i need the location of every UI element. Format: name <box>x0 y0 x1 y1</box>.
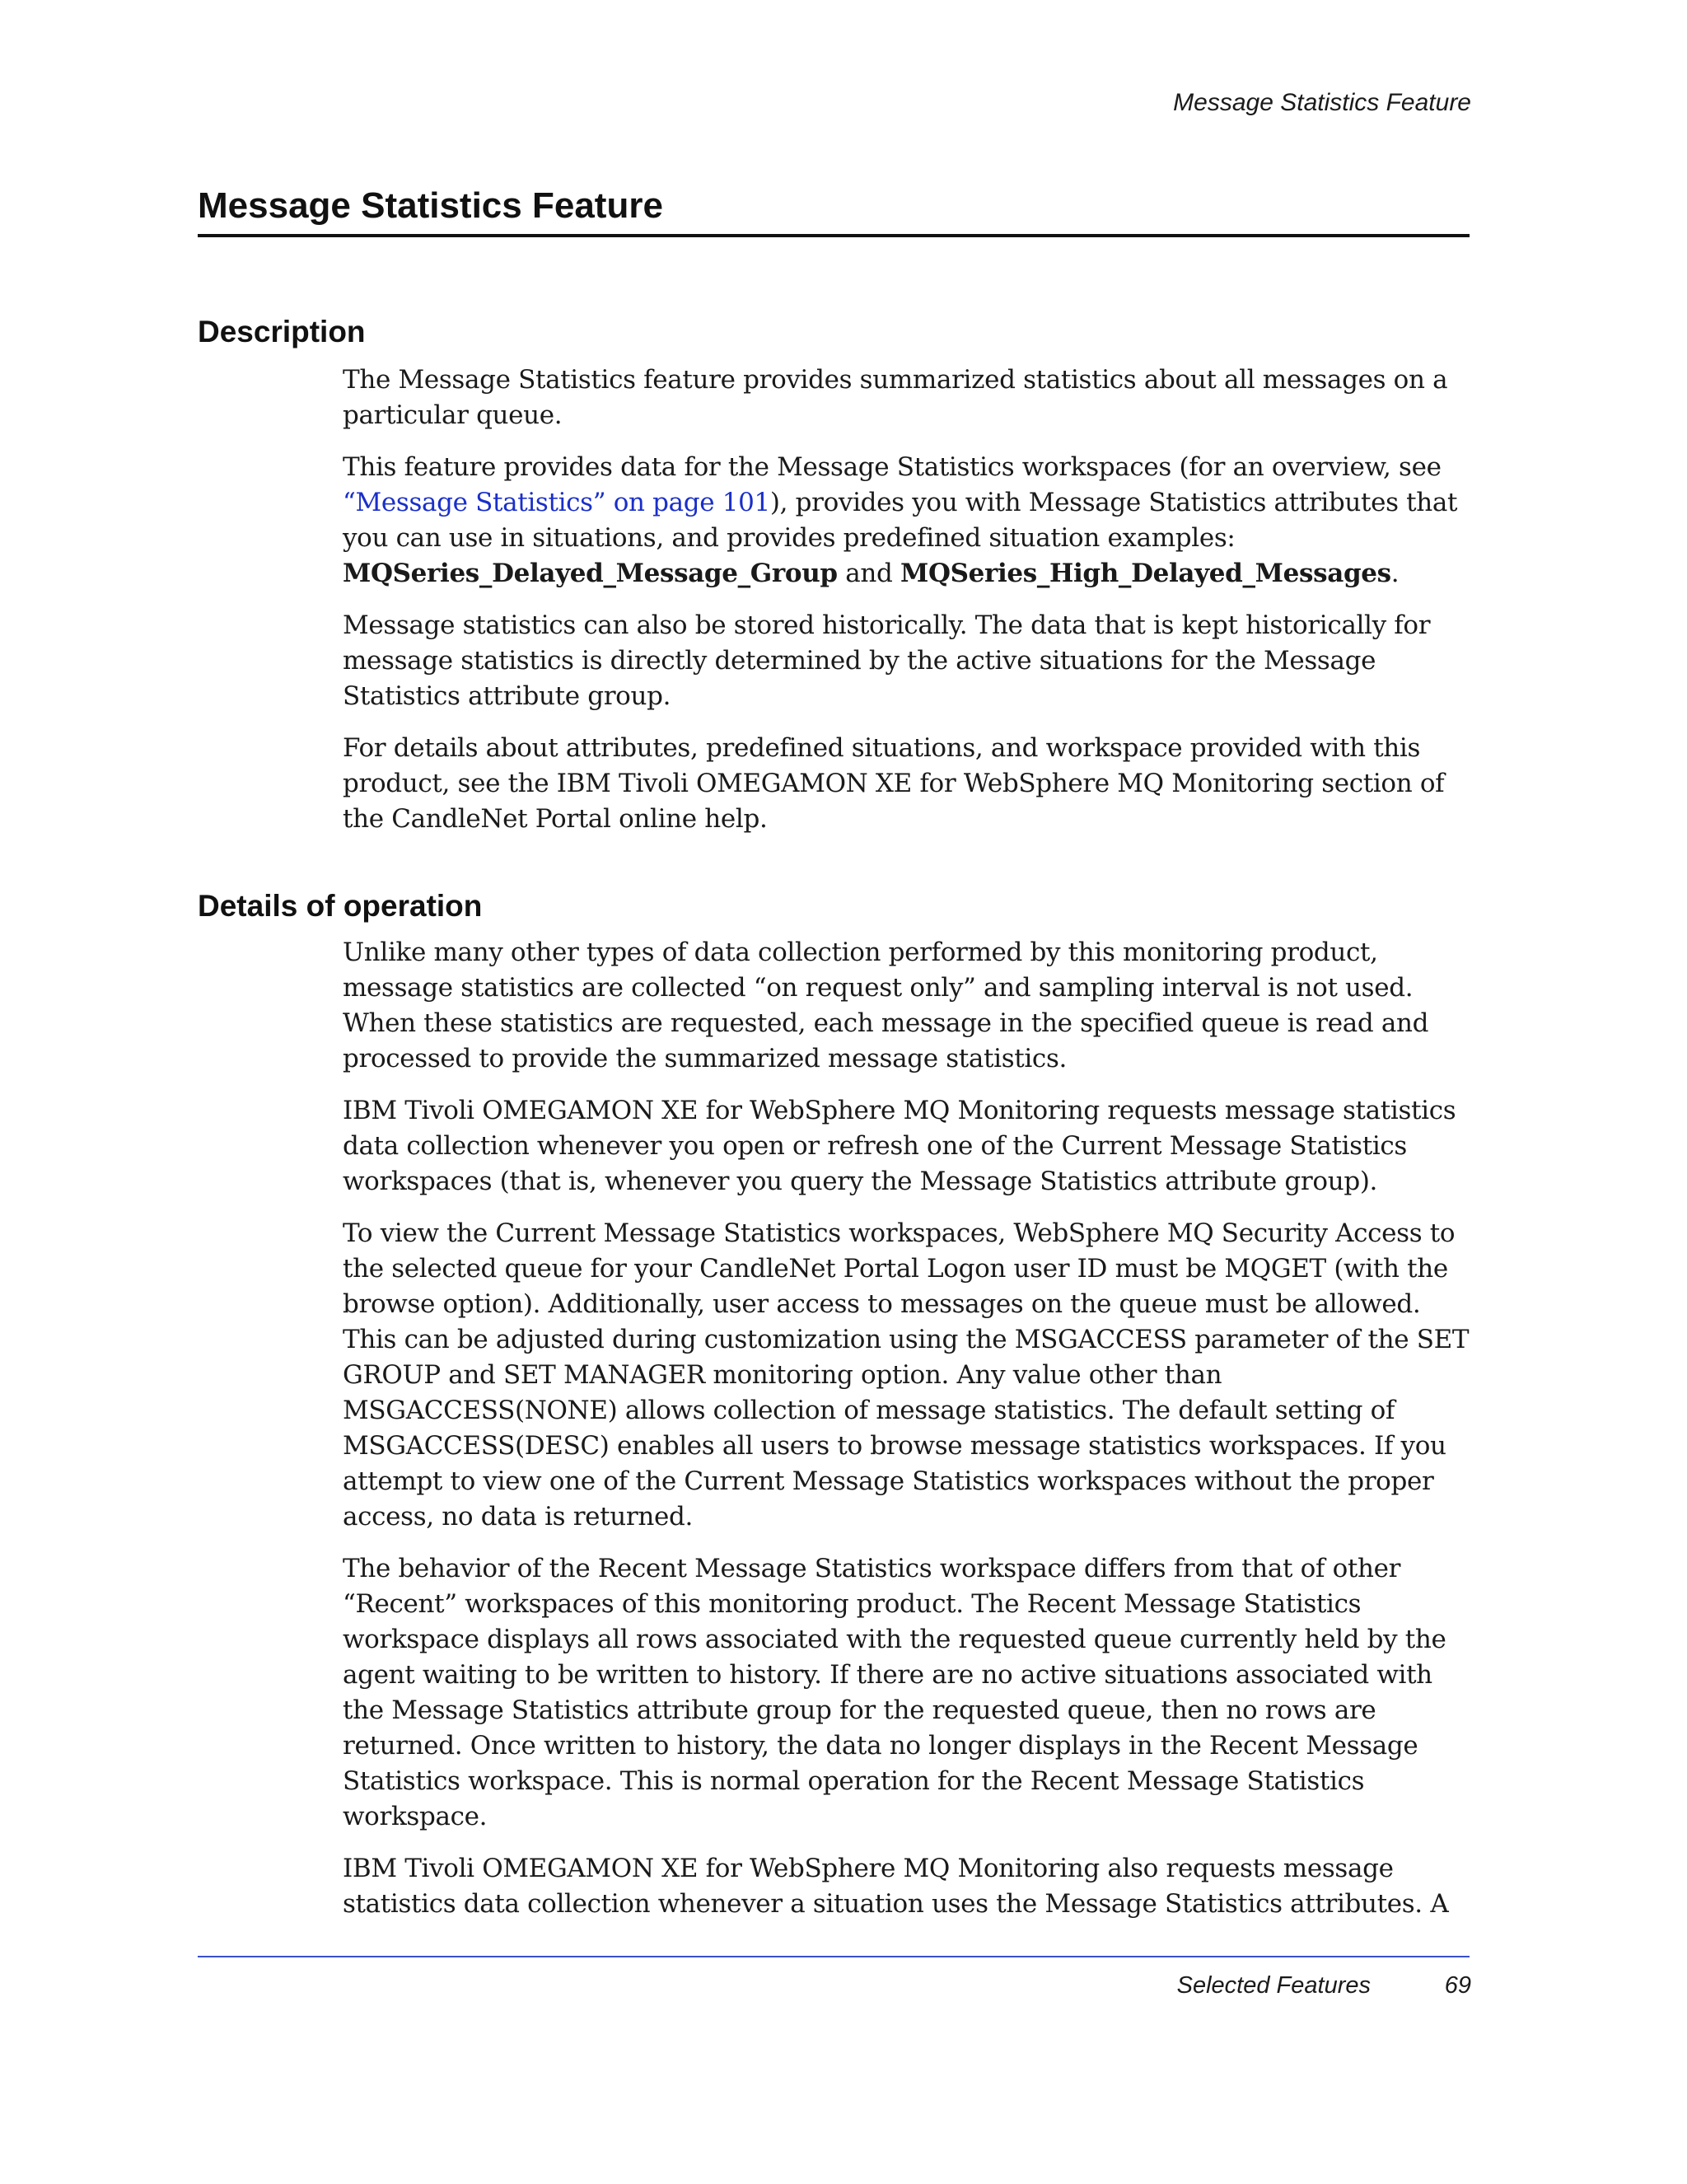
description-paragraph-1: The Message Statistics feature provides summarized statistics about all messages on a particular queue. <box>343 365 1448 430</box>
details-body <box>343 935 1471 1938</box>
description-paragraph-4: For details about attributes, predefined situations, and workspace provided with this product, see the IBM Tivoli OMEGAMON XE for WebSphere MQ Monitoring section of the CandleNet Portal online help. <box>343 733 1445 834</box>
paragraph-text: ), provides you with Message Statistics attributes that you can use in situations, and provides predefined situation examples: <box>343 488 1458 553</box>
paragraph-text: . <box>1390 559 1400 588</box>
situation-name-delayed-message-group: MQSeries_Delayed_Message_Group <box>343 559 838 588</box>
details-paragraph-4: The behavior of the Recent Message Statistics workspace differs from that of other “Recent” workspaces of this monitoring product. The Recent Message Statistics workspace displays all rows associated with the requested queue currently held by the agent waiting to be written to history. If there are no active situations associated with the Message Statistics attribute group for the requested queue, then no rows are returned. Once written to history, the data no longer displays in the Recent Message Statistics workspace. This is normal operation for the Recent Message Statistics workspace. <box>343 1554 1446 1831</box>
paragraph-text: and <box>837 559 900 588</box>
details-paragraph-1: Unlike many other types of data collection performed by this monitoring product, message statistics are collected “on request only” and sampling interval is not used. When these statistics are requested, each message in the specified queue is read and processed to provide the summarized message statistics. <box>343 938 1429 1073</box>
paragraph-text: This feature provides data for the Message Statistics workspaces (for an overview, see <box>343 452 1442 482</box>
footer-divider <box>198 1956 1470 1957</box>
situation-name-high-delayed-messages: MQSeries_High_Delayed_Messages <box>900 559 1391 588</box>
running-header: Message Statistics Feature <box>1173 89 1471 116</box>
description-paragraph-3: Message statistics can also be stored historically. The data that is kept historically for message statistics is directly determined by the active situations for the Message Statistics attribute group. <box>343 610 1431 711</box>
chapter-title: Message Statistics Feature <box>198 183 1470 237</box>
description-paragraph-2 <box>343 450 1471 592</box>
details-paragraph-3: To view the Current Message Statistics workspaces, WebSphere MQ Security Access to the selected queue for your CandleNet Portal Logon user ID must be MQGET (with the browse option). Additionally, user access to messages on the queue must be allowed. This can be adjusted during customization using the MSGACCESS parameter of the SET GROUP and SET MANAGER monitoring option. Any value other than MSGACCESS(NONE) allows collection of message statistics. The default setting of MSGACCESS(DESC) enables all users to browse message statistics workspaces. If you attempt to view one of the Current Message Statistics workspaces without the proper access, no data is returned. <box>343 1218 1470 1532</box>
page-number: 69 <box>1444 1972 1471 1999</box>
details-paragraph-2: IBM Tivoli OMEGAMON XE for WebSphere MQ Monitoring requests message statistics data collection whenever you open or refresh one of the Current Message Statistics workspaces (that is, whenever you query the Message Statistics attribute group). <box>343 1096 1456 1196</box>
description-body <box>343 362 1471 853</box>
message-statistics-link[interactable]: “Message Statistics” on page 101 <box>343 488 770 517</box>
footer-section-name: Selected Features <box>1176 1972 1371 1999</box>
section-title-details-of-operation: Details of operation <box>198 889 483 923</box>
details-paragraph-5: IBM Tivoli OMEGAMON XE for WebSphere MQ Monitoring also requests message statistics data collection whenever a situation uses the Message Statistics attributes. A <box>343 1854 1449 1919</box>
section-title-description: Description <box>198 315 366 348</box>
